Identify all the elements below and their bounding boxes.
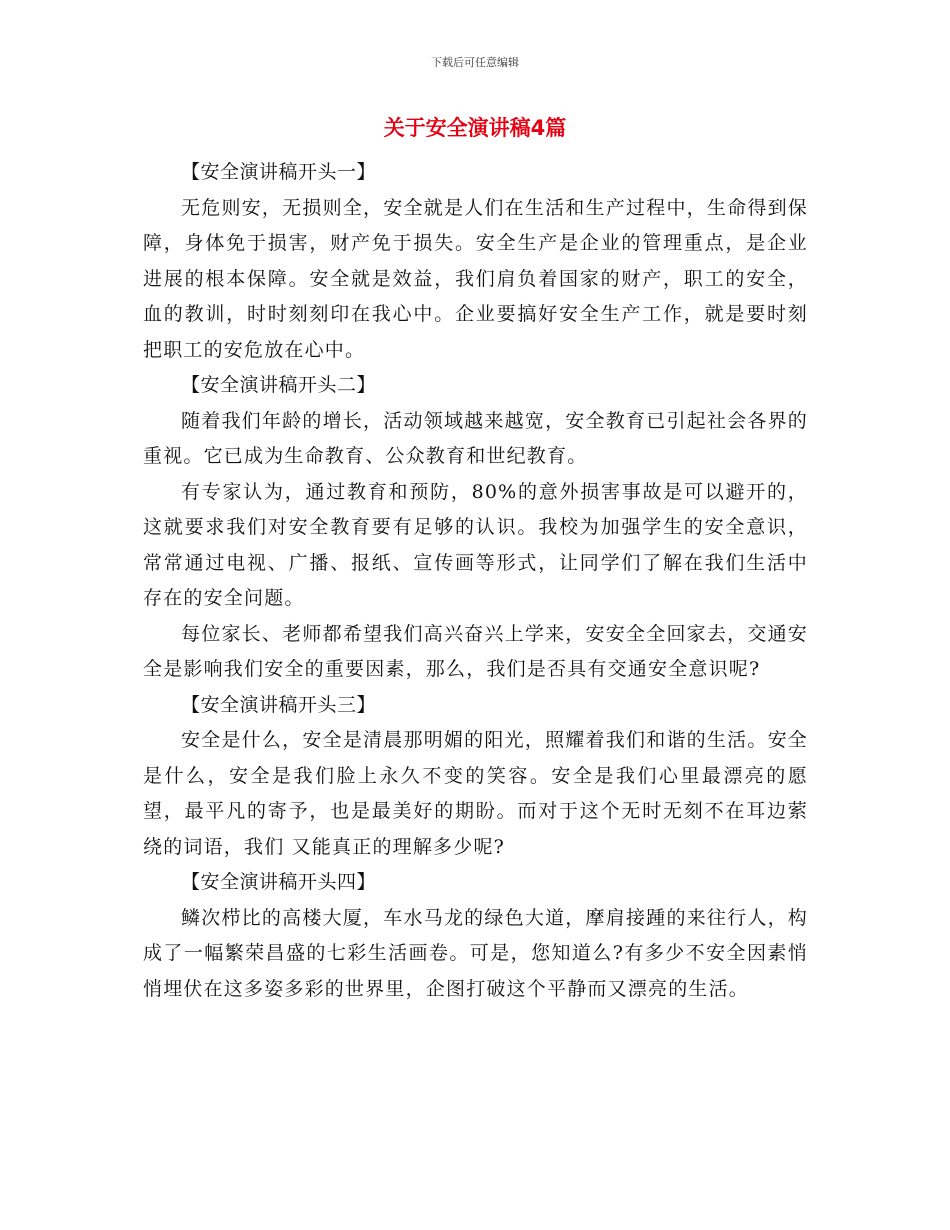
- section-heading-4: 【安全演讲稿开头四】: [181, 871, 377, 893]
- paragraph: 无危则安，无损则全，安全就是人们在生活和生产过程中，生命得到保障，身体免于损害，财产免于损失。安全生产是企业的管理重点，是企业进展的根本保障。安全就是效益，我们肩负着国家的财产，职工的安全，血的教训，时时刻刻印在我心中。企业要搞好安全生产工作，就是要时刻把职工的安危放在心中。: [143, 196, 808, 361]
- paragraph: 随着我们年龄的增长，活动领域越来越宽，安全教育已引起社会各界的重视。它已成为生命教育、公众教育和世纪教育。: [143, 409, 808, 467]
- paragraph: 每位家长、老师都希望我们高兴奋兴上学来，安安全全回家去，交通安全是影响我们安全的重要因素，那么，我们是否具有交通安全意识呢?: [143, 622, 808, 680]
- header-note: 下载后可任意编辑: [431, 56, 519, 69]
- document-body: [143, 155, 808, 1007]
- paragraph: 安全是什么，安全是清晨那明媚的阳光，照耀着我们和谐的生活。安全是什么，安全是我们脸上永久不变的笑容。安全是我们心里最漂亮的愿望，最平凡的寄予，也是最美好的期盼。而对于这个无时无刻不在耳边萦绕的词语，我们 又能真正的理解多少呢?: [143, 729, 808, 858]
- document-title: 关于安全演讲稿4篇: [383, 116, 567, 140]
- section-heading-1: 【安全演讲稿开头一】: [181, 161, 377, 183]
- paragraph: 鳞次栉比的高楼大厦，车水马龙的绿色大道，摩肩接踵的来往行人，构成了一幅繁荣昌盛的七彩生活画卷。可是，您知道么?有多少不安全因素悄悄埋伏在这多姿多彩的世界里，企图打破这个平静而又漂亮的生活。: [143, 906, 808, 1000]
- section-heading-3: 【安全演讲稿开头三】: [181, 693, 377, 716]
- section-heading-2: 【安全演讲稿开头二】: [181, 374, 377, 396]
- paragraph: 有专家认为，通过教育和预防，80%的意外损害事故是可以避开的，这就要求我们对安全教育要有足够的认识。我校为加强学生的安全意识，常常通过电视、广播、报纸、宣传画等形式，让同学们了解在我们生活中存在的安全问题。: [143, 480, 808, 609]
